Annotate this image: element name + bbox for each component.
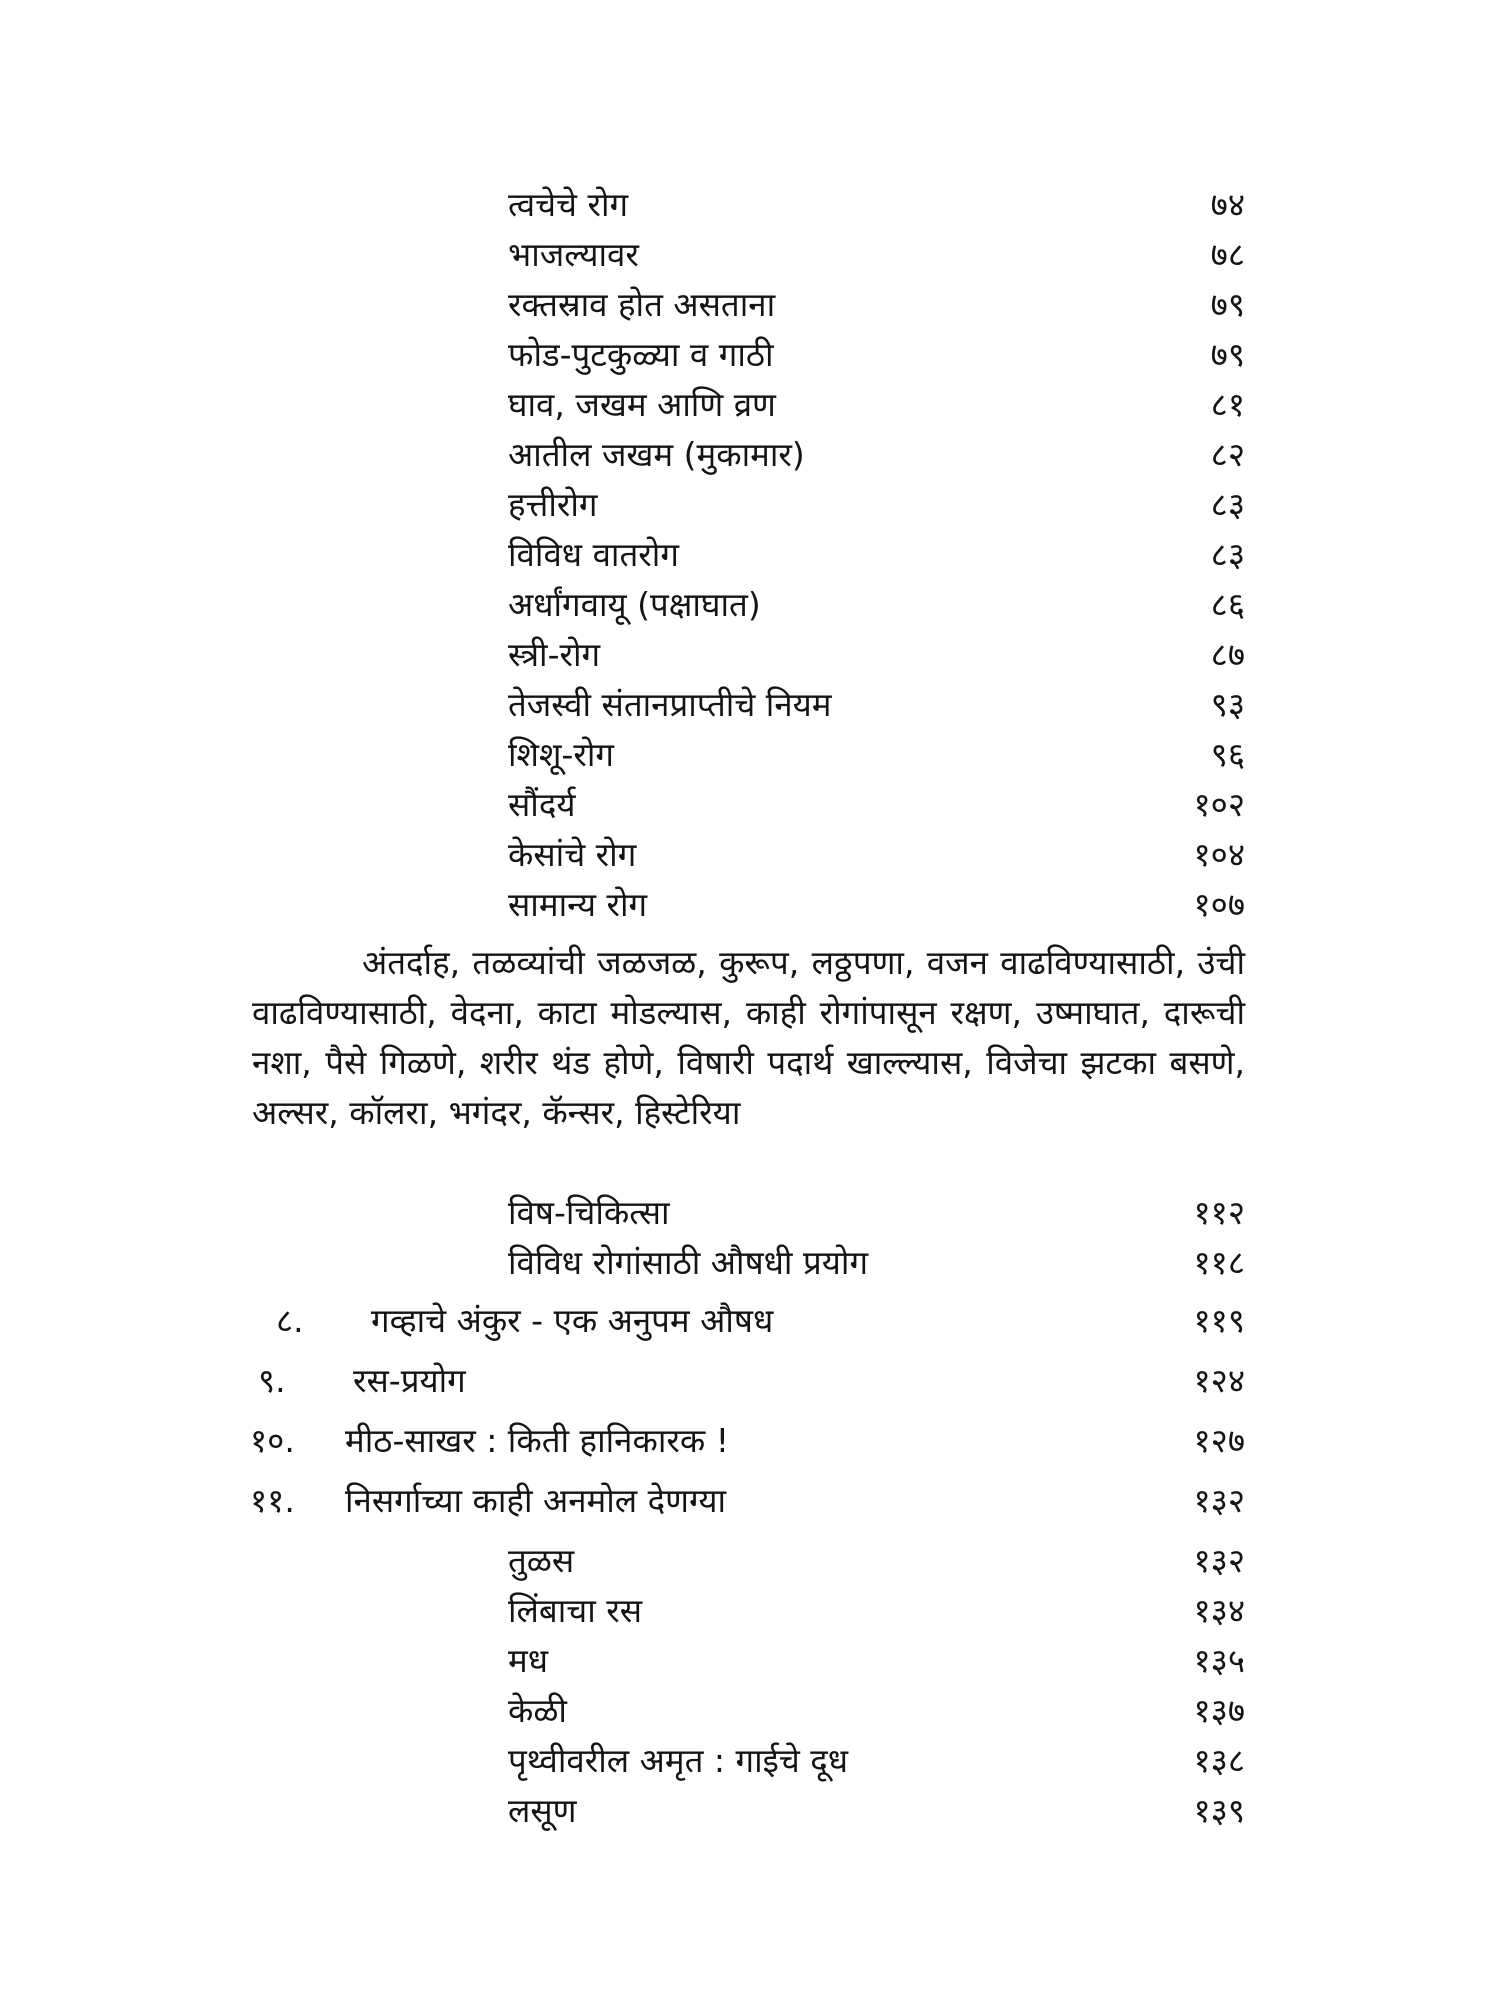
toc-entry xyxy=(508,1786,1245,1836)
toc-entry xyxy=(508,380,1245,430)
toc-entry xyxy=(508,530,1245,580)
toc-entry-title: केळी xyxy=(508,1691,567,1730)
toc-entry-page: ११८ xyxy=(1193,1243,1245,1282)
toc-entry xyxy=(508,1736,1245,1786)
toc-entry-title: त्वचेचे रोग xyxy=(508,185,629,224)
chapter-number: ८. xyxy=(276,1301,304,1340)
toc-entry xyxy=(508,1536,1245,1586)
toc-entry-title: भाजल्यावर xyxy=(508,235,639,274)
toc-entry xyxy=(508,230,1245,280)
toc-entry-page: ८६ xyxy=(1210,585,1245,624)
toc-entry-page: ९३ xyxy=(1210,685,1245,724)
toc-entry xyxy=(508,330,1245,380)
chapter-page: १२७ xyxy=(1193,1421,1245,1460)
toc-entry xyxy=(508,280,1245,330)
toc-entry xyxy=(508,880,1245,930)
toc-entry-title: केसांचे रोग xyxy=(508,835,637,874)
toc-entry-page: ७४ xyxy=(1210,185,1245,224)
toc-entry-page: १०७ xyxy=(1193,885,1245,924)
toc-entry-page: ९६ xyxy=(1210,735,1245,774)
toc-entry-title: अर्धांगवायू (पक्षाघात) xyxy=(508,585,761,624)
toc-entry-page: ८३ xyxy=(1210,535,1245,574)
chapter-page: १३२ xyxy=(1193,1481,1245,1520)
toc-entry-title: विविध रोगांसाठी औषधी प्रयोग xyxy=(508,1243,869,1282)
toc-entry xyxy=(508,1586,1245,1636)
toc-entry-title: विष-चिकित्सा xyxy=(508,1193,670,1232)
chapter-title: निसर्गाच्या काही अनमोल देणग्या xyxy=(345,1481,727,1520)
toc-entry-page: ७९ xyxy=(1210,285,1245,324)
topics-paragraph: अंतर्दाह, तळव्यांची जळजळ, कुरूप, लठ्ठपणा, वजन वाढविण्यासाठी, उंची वाढविण्यासाठी, वेदना, काटा मोडल्यास, काही रोगांपासून रक्षण, उष्माघात, दारूची नशा, पैसे गिळणे, शरीर थंड होणे, विषारी पदार्थ खाल्ल्यास, विजेचा झटका बसणे, अल्सर, कॉलरा, भगंदर, कॅन्सर, हिस्टेरिया xyxy=(252,943,1245,1132)
toc-entry-title: रक्तस्राव होत असताना xyxy=(508,285,776,324)
chapter-entry xyxy=(250,1476,1245,1526)
toc-entry xyxy=(508,1686,1245,1736)
chapter-number: ९. xyxy=(258,1361,286,1400)
toc-entry xyxy=(508,830,1245,880)
toc-entry-title: हत्तीरोग xyxy=(508,485,598,524)
chapter-page: ११९ xyxy=(1193,1301,1245,1340)
chapter-page: १२४ xyxy=(1193,1361,1245,1400)
toc-entry-page: ८२ xyxy=(1210,435,1245,474)
toc-entry-title: तुळस xyxy=(508,1541,575,1580)
toc-entry-title: लसूण xyxy=(508,1791,577,1830)
toc-entry-title: फोड-पुटकुळ्या व गाठी xyxy=(508,335,774,374)
toc-entry xyxy=(508,1636,1245,1686)
chapter-title: रस-प्रयोग xyxy=(353,1361,466,1400)
toc-entry xyxy=(508,680,1245,730)
chapter-title: गव्हाचे अंकुर - एक अनुपम औषध xyxy=(371,1301,774,1340)
toc-entry-page: १३९ xyxy=(1193,1791,1245,1830)
toc-entry xyxy=(508,1238,1245,1288)
toc-entry-title: सामान्य रोग xyxy=(508,885,648,924)
toc-entry-page: १३४ xyxy=(1193,1591,1245,1630)
toc-entry-title: सौंदर्य xyxy=(508,785,576,824)
toc-entry xyxy=(508,580,1245,630)
toc-entry-page: ८१ xyxy=(1210,385,1245,424)
toc-entry-page: ८३ xyxy=(1210,485,1245,524)
toc-entry-page: ७८ xyxy=(1210,235,1245,274)
chapter-title: मीठ-साखर : किती हानिकारक ! xyxy=(345,1421,729,1460)
toc-entry-title: शिशू-रोग xyxy=(508,735,614,774)
toc-entry-page: १०२ xyxy=(1193,785,1245,824)
chapter-entry xyxy=(276,1296,1245,1346)
toc-entry-page: १०४ xyxy=(1193,835,1245,874)
toc-entry xyxy=(508,1188,1245,1238)
toc-entry-title: मध xyxy=(508,1641,549,1680)
toc-entry xyxy=(508,630,1245,680)
toc-entry-page: ११२ xyxy=(1193,1193,1245,1232)
toc-entry xyxy=(508,480,1245,530)
chapter-number: १०. xyxy=(250,1421,295,1460)
toc-entry-page: १३८ xyxy=(1193,1741,1245,1780)
toc-entry xyxy=(508,780,1245,830)
toc-entry-title: पृथ्वीवरील अमृत : गाईचे दूध xyxy=(508,1741,849,1780)
chapter-number: ११. xyxy=(250,1481,295,1520)
toc-entry-title: विविध वातरोग xyxy=(508,535,679,574)
toc-entry-page: ८७ xyxy=(1210,635,1245,674)
chapter-entry xyxy=(250,1416,1245,1466)
toc-entry-page: १३५ xyxy=(1193,1641,1245,1680)
toc-entry-title: आतील जखम (मुकामार) xyxy=(508,435,805,474)
toc-entry xyxy=(508,430,1245,480)
toc-entry xyxy=(508,730,1245,780)
toc-entry-title: स्त्री-रोग xyxy=(508,635,601,674)
toc-entry xyxy=(508,180,1245,230)
toc-entry-title: लिंबाचा रस xyxy=(508,1591,643,1630)
toc-entry-page: ७९ xyxy=(1210,335,1245,374)
toc-entry-page: १३२ xyxy=(1193,1541,1245,1580)
toc-entry-title: तेजस्वी संतानप्राप्तीचे नियम xyxy=(508,685,832,724)
toc-entry-title: घाव, जखम आणि व्रण xyxy=(508,385,776,424)
chapter-entry xyxy=(258,1356,1245,1406)
toc-entry-page: १३७ xyxy=(1193,1691,1245,1730)
